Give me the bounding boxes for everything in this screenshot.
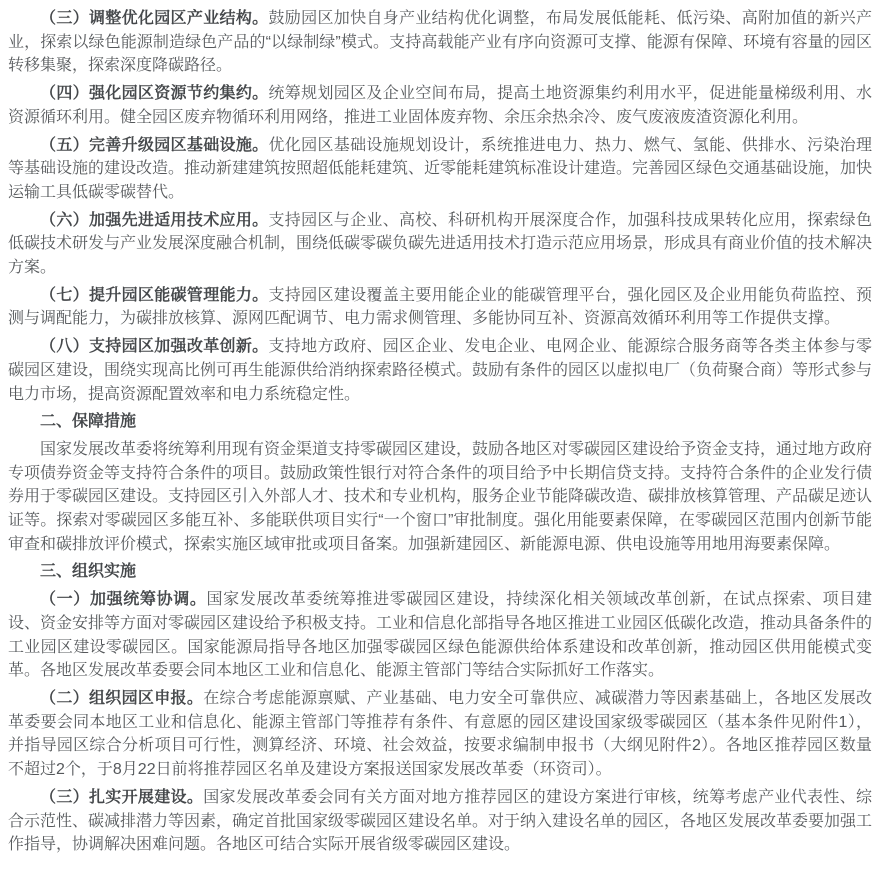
paragraph-item-6-technology-application [8,209,872,280]
paragraph-lead: （三）扎实开展建设。 [40,788,204,806]
paragraph-item-7-carbon-management [8,284,872,331]
paragraph-item-4-resource-conservation [8,82,872,129]
paragraph-lead: （七）提升园区能碳管理能力。 [40,286,269,304]
paragraph-item-1-overall-coordination [8,588,872,683]
paragraph-lead: （五）完善升级园区基础设施。 [40,136,269,154]
paragraph-lead: （四）强化园区资源节约集约。 [40,85,269,103]
paragraph-text: 支持园区与企业、高校、科研机构开展深度合作，加强科技成果转化应用，探索绿色低碳技术研发与产业发展深度融合机制，围绕低碳零碳负碳先进适用技术打造示范应用场景，形成具有商业价值的技术解决方案。 [8,211,873,277]
section-heading-text: 二、保障措施 [40,413,137,431]
paragraph-text: 统筹规划园区及企业空间布局，提高土地资源集约利用水平，促进能量梯级利用、水资源循环利用。健全园区废弃物循环利用网络，推进工业固体废弃物、余压余热余冷、废气废液废渣资源化利用。 [8,85,872,126]
paragraph-item-3-solid-construction [8,786,872,857]
paragraph-item-5-infrastructure [8,134,872,205]
paragraph-lead: （八）支持园区加强改革创新。 [40,338,269,356]
paragraph-text: 国家发展改革委统筹推进零碳园区建设，持续深化相关领域改革创新，在试点探索、项目建设、资金安排等方面对零碳园区建设给予积极支持。工业和信息化部指导各地区推进工业园区低碳化改造，推动具备条件的工业园区建设零碳园区。国家能源局指导各地区加强零碳园区绿色能源供给体系建设和改革创新，推动园区供用能模式变革。各地区发展改革委要会同本地区工业和信息化、能源主管部门等结合实际抓好工作落实。 [8,591,873,680]
paragraph-text: 支持地方政府、园区企业、发电企业、电网企业、能源综合服务商等各类主体参与零碳园区建设，围绕实现高比例可再生能源供给消纳探索路径模式。鼓励有条件的园区以虚拟电厂（负荷聚合商）等形式参与电力市场，提高资源配置效率和电力系统稳定性。 [8,338,873,403]
paragraph-lead: （二）组织园区申报。 [40,689,204,707]
paragraph-text: 支持园区建设覆盖主要用能企业的能碳管理平台，强化园区及企业用能负荷监控、预测与调配能力，为碳排放核算、源网匹配调节、电力需求侧管理、多能协同互补、资源高效循环利用等工作提供支撑。 [8,286,872,328]
paragraph-text: 在综合考虑能源禀赋、产业基础、电力安全可靠供应、减碳潜力等因素基础上，各地区发展改革委要会同本地区工业和信息化、能源主管部门等推荐有条件、有意愿的园区建设国家级零碳园区（基本条件见附件1），并指导园区综合分析项目可行性，测算经济、环境、社会效益，按要求编制申报书（大纲见附件2）。各地区推荐园区数量不超过2个，于8月22日前将推荐园区名单及建设方案报送国家发展改革委（环资司）。 [8,689,872,779]
paragraph-item-3-industry-structure [8,7,872,78]
paragraph-lead: （六）加强先进适用技术应用。 [40,211,269,229]
paragraph-text: 鼓励园区加快自身产业结构优化调整，布局发展低能耗、低污染、高附加值的新兴产业，探索以绿色能源制造绿色产品的“以绿制绿”模式。支持高载能产业有序向资源可支撑、能源有保障、环境有容量的园区转移集聚，探索深度降碳路径。 [8,10,872,75]
paragraph-item-8-reform-innovation [8,335,872,406]
paragraph-text: 国家发展改革委将统筹利用现有资金渠道支持零碳园区建设，鼓励各地区对零碳园区建设给予资金支持，通过地方政府专项债券资金等支持符合条件的项目。鼓励政策性银行对符合条件的项目给予中长期信贷支持。支持符合条件的企业发行债券用于零碳园区建设。支持园区引入外部人才、技术和专业机构，服务企业节能降碳改造、碳排放核算管理、产品碳足迹认证等。探索对零碳园区多能互补、多能联供项目实行“一个窗口”审批制度。强化用能要素保障，在零碳园区范围内创新节能审查和碳排放评价模式，探索实施区域审批或项目备案。加强新建园区、新能源电源、供电设施等用地用海要素保障。 [8,440,873,553]
section-heading-2-safeguards [8,410,872,434]
paragraph-item-2-park-application [8,687,872,782]
paragraph-text: 国家发展改革委会同有关方面对地方推荐园区的建设方案进行审核，统筹考虑产业代表性、综合示范性、碳减排潜力等因素，确定首批国家级零碳园区建设名单。对于纳入建设名单的园区，各地区发展改革委要加强工作指导，协调解决困难问题。各地区可结合实际开展省级零碳园区建设。 [8,788,873,854]
paragraph-lead: （一）加强统筹协调。 [40,591,207,609]
paragraph-safeguard-measures-body [8,438,872,557]
section-heading-text: 三、组织实施 [40,563,137,581]
section-heading-3-implementation [8,560,872,584]
paragraph-text: 优化园区基础设施规划设计，系统推进电力、热力、燃气、氢能、供排水、污染治理等基础设施的建设改造。推动新建建筑按照超低能耗建筑、近零能耗建筑标准设计建造。完善园区绿色交通基础设施，加快运输工具低碳零碳替代。 [8,136,873,201]
paragraph-lead: （三）调整优化园区产业结构。 [40,10,269,27]
